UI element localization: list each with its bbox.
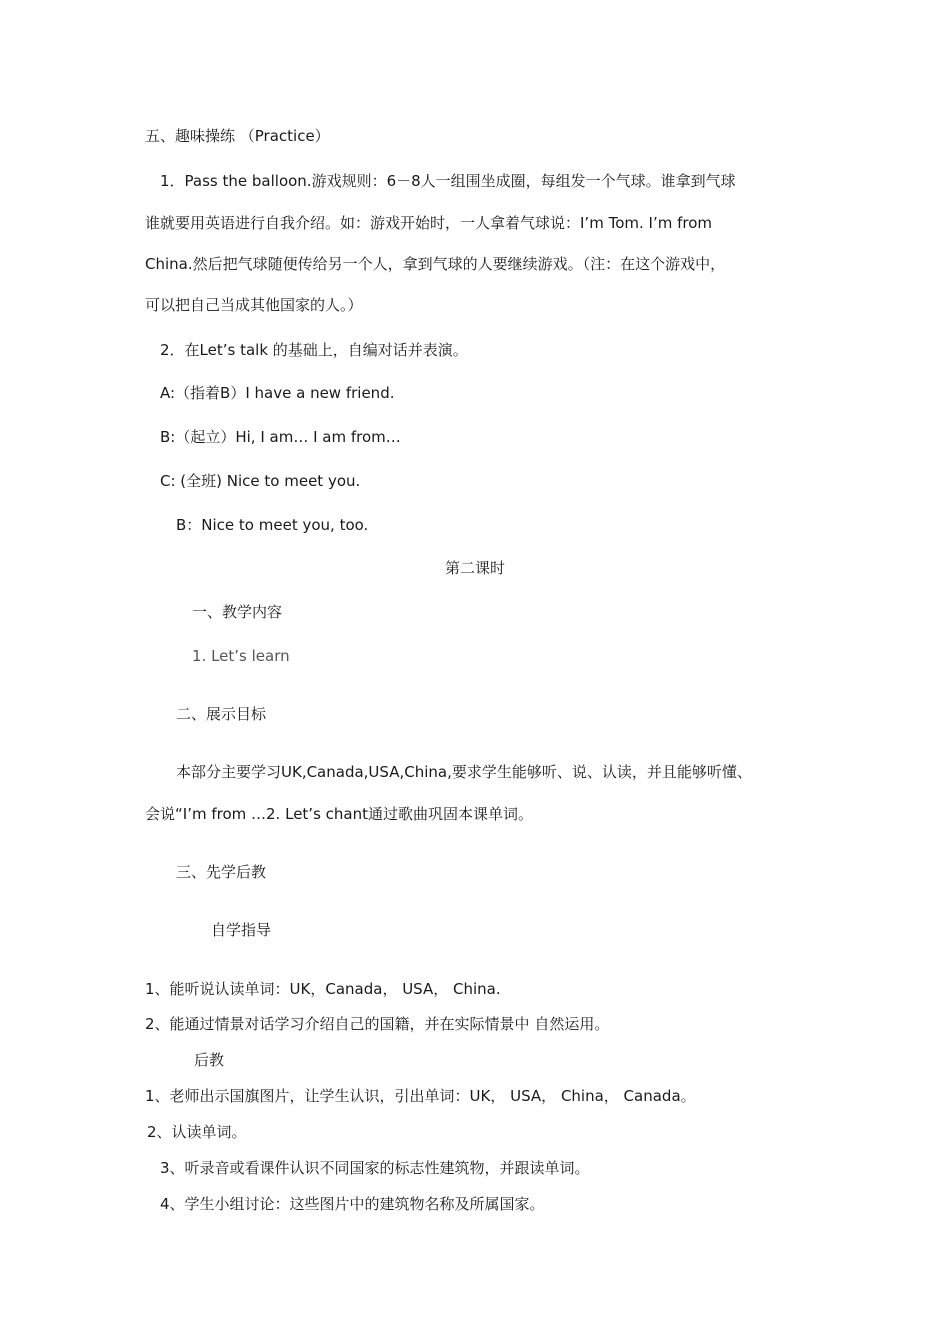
section1-item: 1. Let’s learn (192, 647, 290, 665)
teach-heading: 后教 (194, 1051, 225, 1069)
section2-line2: 会说“I’m from …2. Let’s chant通过歌曲巩固本课单词。 (145, 805, 533, 823)
practice-item2: 2．在Let’s talk 的基础上，自编对话并表演。 (160, 341, 468, 359)
section3-heading: 三、先学后教 (176, 863, 267, 881)
dialogue-line-b2: B：Nice to meet you, too. (176, 516, 369, 534)
practice-item1-line2: 谁就要用英语进行自我介绍。如：游戏开始时，一人拿着气球说：I’m Tom. I’m from (145, 214, 712, 232)
practice-item1-line4: 可以把自己当成其他国家的人。） (145, 296, 363, 314)
self-study-heading: 自学指导 (211, 921, 272, 939)
self-study-item-1: 1、能听说认读单词：UK，Canada， USA， China. (145, 980, 501, 998)
practice-item1-line1: 1．Pass the balloon.游戏规则：6－8人一组围坐成圈，每组发一个气球。谁拿到气球 (160, 172, 736, 190)
section2-heading: 二、展示目标 (176, 705, 267, 723)
practice-heading: 五、趣味操练 （Practice） (145, 127, 330, 145)
teach-item-3: 3、听录音或看课件认识不同国家的标志性建筑物，并跟读单词。 (160, 1159, 590, 1177)
self-study-item-2: 2、能通过情景对话学习介绍自己的国籍，并在实际情景中 自然运用。 (145, 1015, 610, 1033)
dialogue-line-a: A:（指着B）I have a new friend. (160, 384, 395, 402)
lesson2-title: 第二课时 (444, 559, 505, 577)
teach-item-1: 1、老师出示国旗图片，让学生认识，引出单词：UK， USA， China， Canada。 (145, 1087, 696, 1105)
teach-item-2: 2、认读单词。 (147, 1123, 247, 1141)
dialogue-line-b: B:（起立）Hi, I am… I am from… (160, 428, 401, 446)
practice-item1-line3: China.然后把气球随便传给另一个人，拿到气球的人要继续游戏。（注：在这个游戏中， (145, 255, 726, 273)
section2-line1: 本部分主要学习UK,Canada,USA,China,要求学生能够听、说、认读，并且能够听懂、 (176, 763, 752, 781)
teach-item-4: 4、学生小组讨论：这些图片中的建筑物名称及所属国家。 (160, 1195, 545, 1213)
dialogue-line-c: C: (全班) Nice to meet you. (160, 472, 361, 490)
section1-heading: 一、教学内容 (192, 603, 283, 621)
